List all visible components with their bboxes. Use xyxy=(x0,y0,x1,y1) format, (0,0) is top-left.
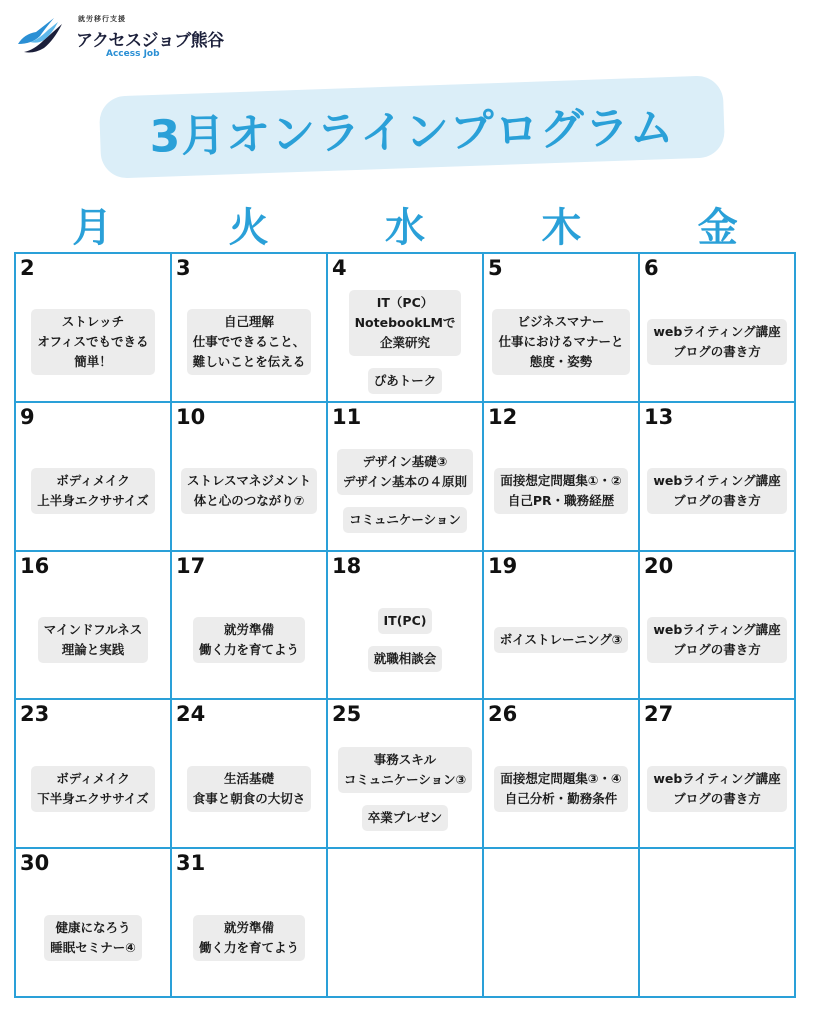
program-event xyxy=(193,915,305,961)
logo-tagline: 就労移行支援 xyxy=(78,15,126,23)
event-text: ブログの書き方 xyxy=(673,493,761,509)
calendar-day-cell xyxy=(16,849,172,998)
day-events xyxy=(174,588,324,693)
program-event xyxy=(31,766,155,812)
program-event xyxy=(31,309,154,375)
program-event xyxy=(492,309,629,375)
program-event xyxy=(494,627,629,653)
day-number: 4 xyxy=(332,256,347,280)
weekday-tue: 火 xyxy=(228,204,269,251)
event-text: ボイストレーニング③ xyxy=(499,631,623,647)
day-number: 20 xyxy=(644,553,674,578)
event-text: 仕事におけるマナーと xyxy=(498,334,624,350)
event-text: 面接想定問題集③・④ xyxy=(500,770,622,786)
calendar-day-cell xyxy=(484,700,640,849)
event-text: 卒業プレゼン xyxy=(367,809,443,825)
event-text: ブログの書き方 xyxy=(673,641,761,657)
program-event xyxy=(349,290,462,356)
calendar-day-cell xyxy=(172,403,328,552)
event-text: オフィスでもできる xyxy=(37,334,149,350)
program-event xyxy=(368,368,443,394)
program-event xyxy=(378,608,433,634)
day-number: 18 xyxy=(332,553,362,578)
day-number: 11 xyxy=(332,404,362,429)
program-event xyxy=(647,617,786,663)
day-events xyxy=(18,736,168,841)
calendar-day-cell xyxy=(328,403,484,552)
day-events xyxy=(330,736,480,841)
event-text: webライティング講座 xyxy=(653,621,781,637)
weekday-fri: 金 xyxy=(697,204,738,251)
day-number: 13 xyxy=(644,404,674,429)
event-text: 下半身エクササイズ xyxy=(37,790,149,806)
weekday-header xyxy=(14,196,796,252)
calendar-day-cell xyxy=(16,403,172,552)
event-text: ストレスマネジメント xyxy=(186,473,311,489)
event-text: 睡眠セミナー④ xyxy=(50,939,136,955)
event-text: 態度・姿勢 xyxy=(529,354,593,370)
day-number: 30 xyxy=(20,851,50,876)
calendar-day-cell xyxy=(640,403,796,552)
event-text: 面接想定問題集①・② xyxy=(500,473,622,489)
empty-day-cell xyxy=(640,849,796,998)
program-event xyxy=(44,915,142,961)
day-events xyxy=(18,290,168,395)
day-events xyxy=(642,736,792,841)
calendar-day-cell xyxy=(640,254,796,403)
calendar-day-cell xyxy=(172,849,328,998)
day-number: 27 xyxy=(644,702,674,727)
day-events xyxy=(642,885,792,990)
day-events xyxy=(330,885,480,990)
event-text: 就労準備 xyxy=(223,919,274,935)
empty-day-cell xyxy=(328,849,484,998)
event-text: 働く力を育てよう xyxy=(198,641,299,657)
event-text: ボディメイク xyxy=(56,473,130,489)
program-event xyxy=(647,319,786,365)
program-event xyxy=(38,617,149,663)
event-text: 食事と朝食の大切さ xyxy=(192,790,306,806)
event-text: 働く力を育てよう xyxy=(198,939,299,955)
day-events xyxy=(330,588,480,693)
day-number: 5 xyxy=(488,256,503,280)
calendar-day-cell xyxy=(328,552,484,701)
weekday-thu: 木 xyxy=(541,204,582,251)
day-number: 2 xyxy=(20,256,35,280)
day-number: 10 xyxy=(176,404,206,429)
calendar-day-cell xyxy=(640,552,796,701)
weekday-wed: 水 xyxy=(384,204,425,251)
event-text: 就職相談会 xyxy=(373,650,437,666)
event-text: ブログの書き方 xyxy=(673,790,761,806)
day-events xyxy=(18,885,168,990)
day-events xyxy=(330,439,480,544)
event-text: マインドフルネス xyxy=(43,621,143,637)
calendar-day-cell xyxy=(172,254,328,403)
program-event xyxy=(337,449,473,495)
calendar-day-cell xyxy=(640,700,796,849)
event-text: IT(PC) xyxy=(383,612,427,628)
event-text: NotebookLMで xyxy=(354,315,456,331)
event-text: コミュニケーション③ xyxy=(343,771,467,787)
program-event xyxy=(338,747,472,793)
day-events xyxy=(486,588,636,693)
program-event xyxy=(647,766,786,812)
event-text: 自己分析・勤務条件 xyxy=(504,790,618,806)
event-text: 自己理解 xyxy=(223,314,274,330)
event-text: 企業研究 xyxy=(379,335,430,351)
event-text: 自己PR・職務経歴 xyxy=(507,493,615,509)
calendar-day-cell xyxy=(16,254,172,403)
event-text: 就労準備 xyxy=(223,621,274,637)
day-number: 23 xyxy=(20,702,50,727)
day-events xyxy=(18,588,168,693)
brand-logo xyxy=(14,8,244,64)
calendar-day-cell xyxy=(172,700,328,849)
event-text: 難しいことを伝える xyxy=(192,354,306,370)
event-text: 事務スキル xyxy=(373,751,437,767)
event-text: ストレッチ xyxy=(61,314,125,330)
day-number: 31 xyxy=(176,851,206,876)
event-text: webライティング講座 xyxy=(653,324,781,340)
event-text: ビジネスマナー xyxy=(517,314,605,330)
day-events xyxy=(174,439,324,544)
day-events xyxy=(642,290,792,395)
calendar-day-cell xyxy=(328,700,484,849)
day-events xyxy=(642,588,792,693)
calendar-day-cell xyxy=(16,700,172,849)
day-number: 26 xyxy=(488,702,518,727)
event-text: IT（PC） xyxy=(376,295,434,311)
calendar-day-cell xyxy=(16,552,172,701)
event-text: 上半身エクササイズ xyxy=(37,493,149,509)
event-text: ボディメイク xyxy=(56,770,130,786)
logo-subtitle: Access Job xyxy=(106,49,160,59)
day-events xyxy=(330,290,480,395)
logo-name: アクセスジョブ熊谷 xyxy=(76,31,224,51)
event-text: ブログの書き方 xyxy=(673,344,761,360)
day-number: 3 xyxy=(176,256,191,280)
calendar-day-cell xyxy=(328,254,484,403)
day-events xyxy=(486,736,636,841)
page-title: 3月オンラインプログラム xyxy=(149,102,675,163)
day-events xyxy=(486,885,636,990)
day-events xyxy=(174,290,324,395)
program-event xyxy=(362,805,449,831)
program-event xyxy=(494,766,627,812)
event-text: 生活基礎 xyxy=(223,770,274,786)
day-number: 16 xyxy=(20,553,50,578)
day-number: 19 xyxy=(488,553,518,578)
event-text: デザイン基本の４原則 xyxy=(342,474,468,490)
program-event xyxy=(494,468,627,514)
day-number: 6 xyxy=(644,256,659,280)
calendar-day-cell xyxy=(484,254,640,403)
program-event xyxy=(647,468,786,514)
day-number: 24 xyxy=(176,702,206,727)
calendar-day-cell xyxy=(172,552,328,701)
event-text: コミュニケーション xyxy=(349,512,461,528)
day-events xyxy=(642,439,792,544)
event-text: webライティング講座 xyxy=(653,770,781,786)
event-text: 理論と実践 xyxy=(61,641,125,657)
program-event xyxy=(343,507,467,533)
day-number: 9 xyxy=(20,404,35,429)
empty-day-cell xyxy=(484,849,640,998)
program-event xyxy=(187,309,312,375)
event-text: 健康になろう xyxy=(55,919,131,935)
program-event xyxy=(31,468,155,514)
calendar-day-cell xyxy=(484,403,640,552)
day-number: 12 xyxy=(488,404,518,429)
event-text: 簡単！ xyxy=(74,354,112,370)
program-event xyxy=(368,646,443,672)
day-number: 17 xyxy=(176,553,206,578)
day-events xyxy=(486,439,636,544)
day-events xyxy=(486,290,636,395)
event-text: ぴあトーク xyxy=(373,373,437,389)
logo-mark-icon xyxy=(14,14,66,56)
calendar-day-cell xyxy=(484,552,640,701)
program-event xyxy=(181,468,317,514)
day-events xyxy=(18,439,168,544)
weekday-mon: 月 xyxy=(72,204,113,251)
event-text: デザイン基礎③ xyxy=(362,454,448,470)
program-event xyxy=(193,617,305,663)
day-events xyxy=(174,736,324,841)
calendar-grid xyxy=(14,252,796,998)
day-number: 25 xyxy=(332,702,362,727)
event-text: 仕事でできること、 xyxy=(192,334,306,350)
program-event xyxy=(187,766,312,812)
event-text: 体と心のつながり⑦ xyxy=(193,493,305,509)
day-events xyxy=(174,885,324,990)
event-text: webライティング講座 xyxy=(653,473,781,489)
